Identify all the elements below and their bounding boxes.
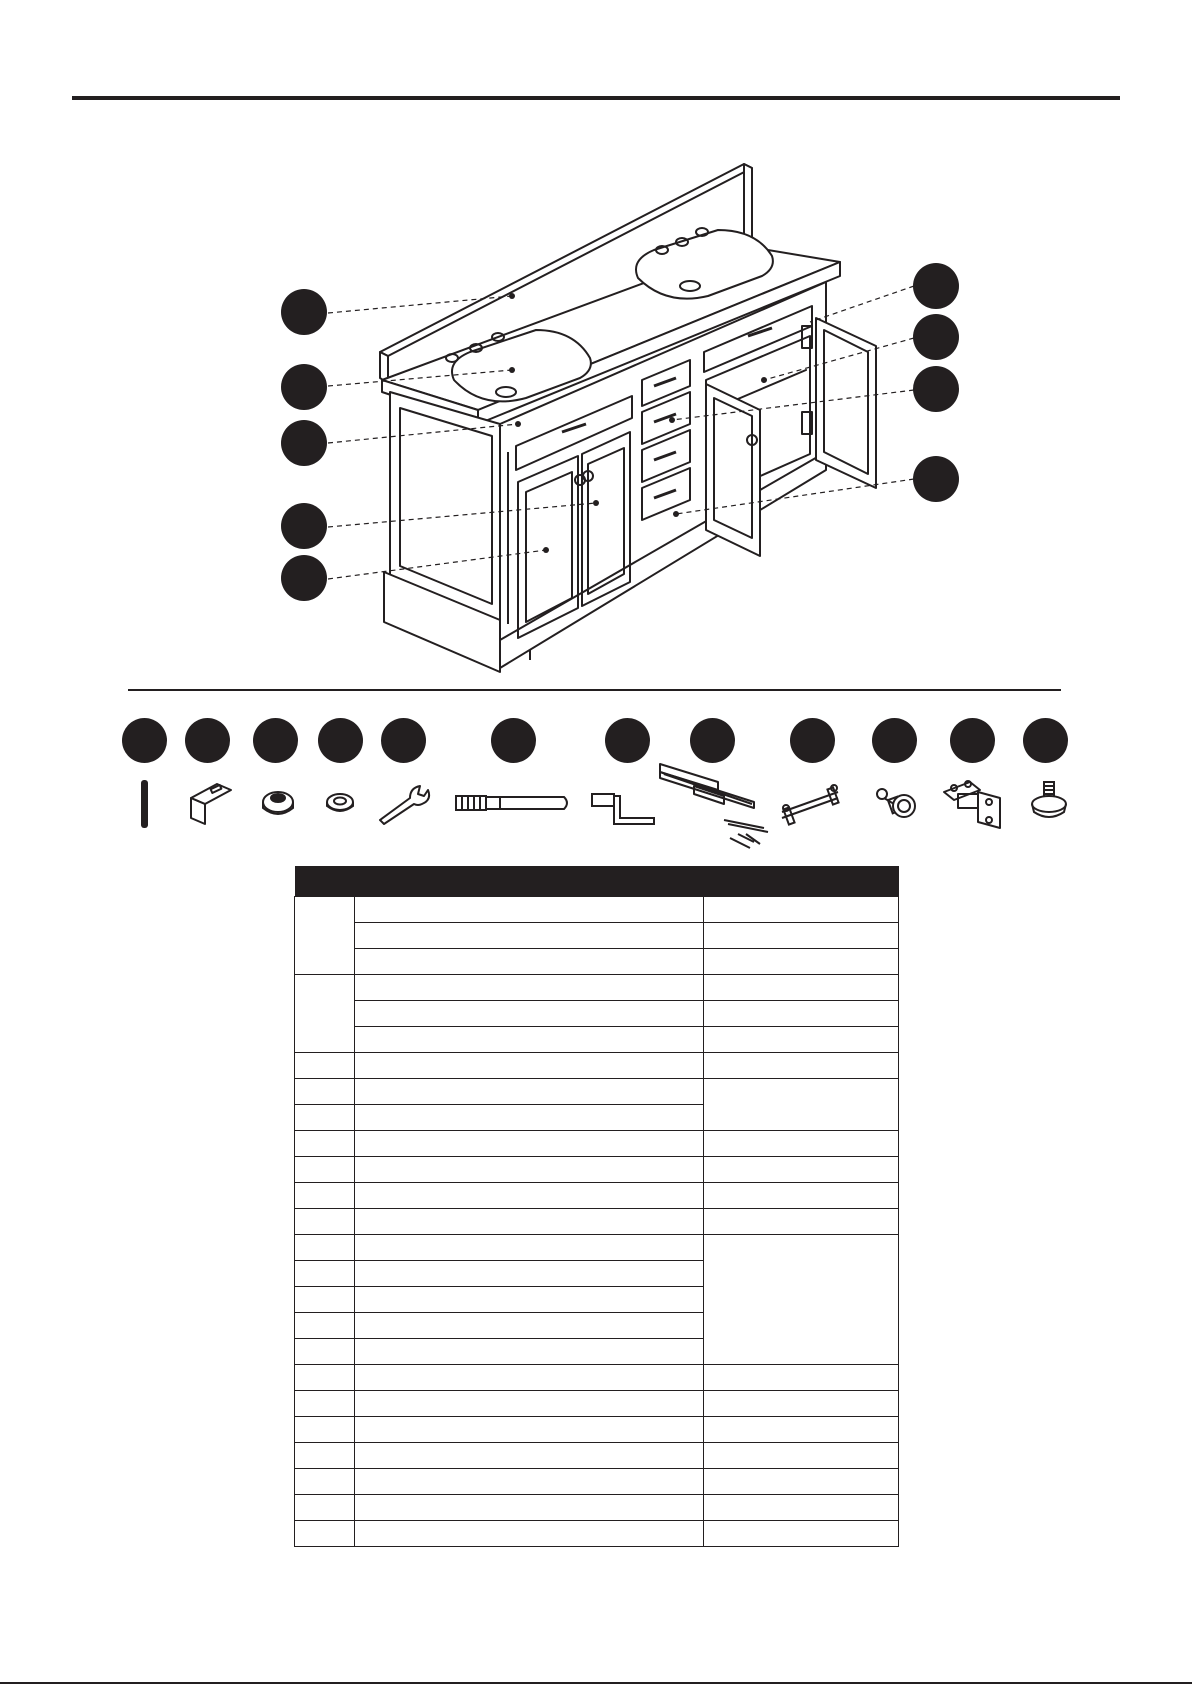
section-rule <box>128 689 1061 691</box>
table-row <box>295 1443 899 1469</box>
hardware-callout-12 <box>1023 718 1068 763</box>
callout-cabinet-interior <box>913 314 959 360</box>
callout-center-drawer <box>913 456 959 502</box>
callout-countertop <box>281 289 327 335</box>
wrench-icon <box>376 782 434 826</box>
callout-left-door <box>281 503 327 549</box>
callout-sink <box>281 364 327 410</box>
table-row <box>295 1079 899 1105</box>
table-row <box>295 1183 899 1209</box>
hardware-callout-5 <box>381 718 426 763</box>
drawer-slide-icon <box>654 760 772 856</box>
table-row <box>295 1053 899 1079</box>
hardware-callout-9 <box>790 718 835 763</box>
table-row <box>295 1521 899 1547</box>
vanity-exploded-illustration <box>0 0 1192 690</box>
knob-icon <box>872 782 922 828</box>
faucet-hose-icon <box>452 790 576 816</box>
hinge-icon <box>940 778 1006 834</box>
table-row <box>295 1209 899 1235</box>
table-header-cell <box>295 866 355 897</box>
bottom-rule <box>0 1682 1192 1684</box>
callout-cabinet-side <box>281 555 327 601</box>
table-row <box>295 1469 899 1495</box>
nut-icon <box>258 784 298 824</box>
table-row <box>295 1391 899 1417</box>
callout-top-drawer <box>281 420 327 466</box>
hardware-callout-8 <box>690 718 735 763</box>
hardware-callout-2 <box>185 718 230 763</box>
washer-icon <box>322 786 362 822</box>
parts-table <box>294 866 899 1547</box>
table-row <box>295 1235 899 1261</box>
table-row <box>295 1027 899 1053</box>
allen-key-icon <box>590 790 660 830</box>
table-row <box>295 923 899 949</box>
hardware-callout-11 <box>950 718 995 763</box>
hardware-callout-10 <box>872 718 917 763</box>
table-row <box>295 949 899 975</box>
table-row <box>295 897 899 923</box>
table-row <box>295 1417 899 1443</box>
hardware-callout-3 <box>253 718 298 763</box>
anti-tip-bracket-icon <box>185 778 237 828</box>
table-row <box>295 1157 899 1183</box>
table-row <box>295 1001 899 1027</box>
table-header-cell <box>355 866 704 897</box>
table-header-row <box>295 866 899 897</box>
leveling-rod-icon <box>130 778 160 828</box>
hardware-callout-1 <box>122 718 167 763</box>
bar-pull-handle-icon <box>776 778 850 828</box>
leveling-foot-icon <box>1026 780 1074 830</box>
table-row <box>295 1495 899 1521</box>
hardware-callout-7 <box>605 718 650 763</box>
table-row <box>295 975 899 1001</box>
table-row <box>295 1365 899 1391</box>
hardware-callout-6 <box>491 718 536 763</box>
table-row <box>295 1131 899 1157</box>
callout-hinge <box>913 263 959 309</box>
callout-shelf <box>913 366 959 412</box>
table-header-cell <box>704 866 899 897</box>
hardware-callout-4 <box>318 718 363 763</box>
